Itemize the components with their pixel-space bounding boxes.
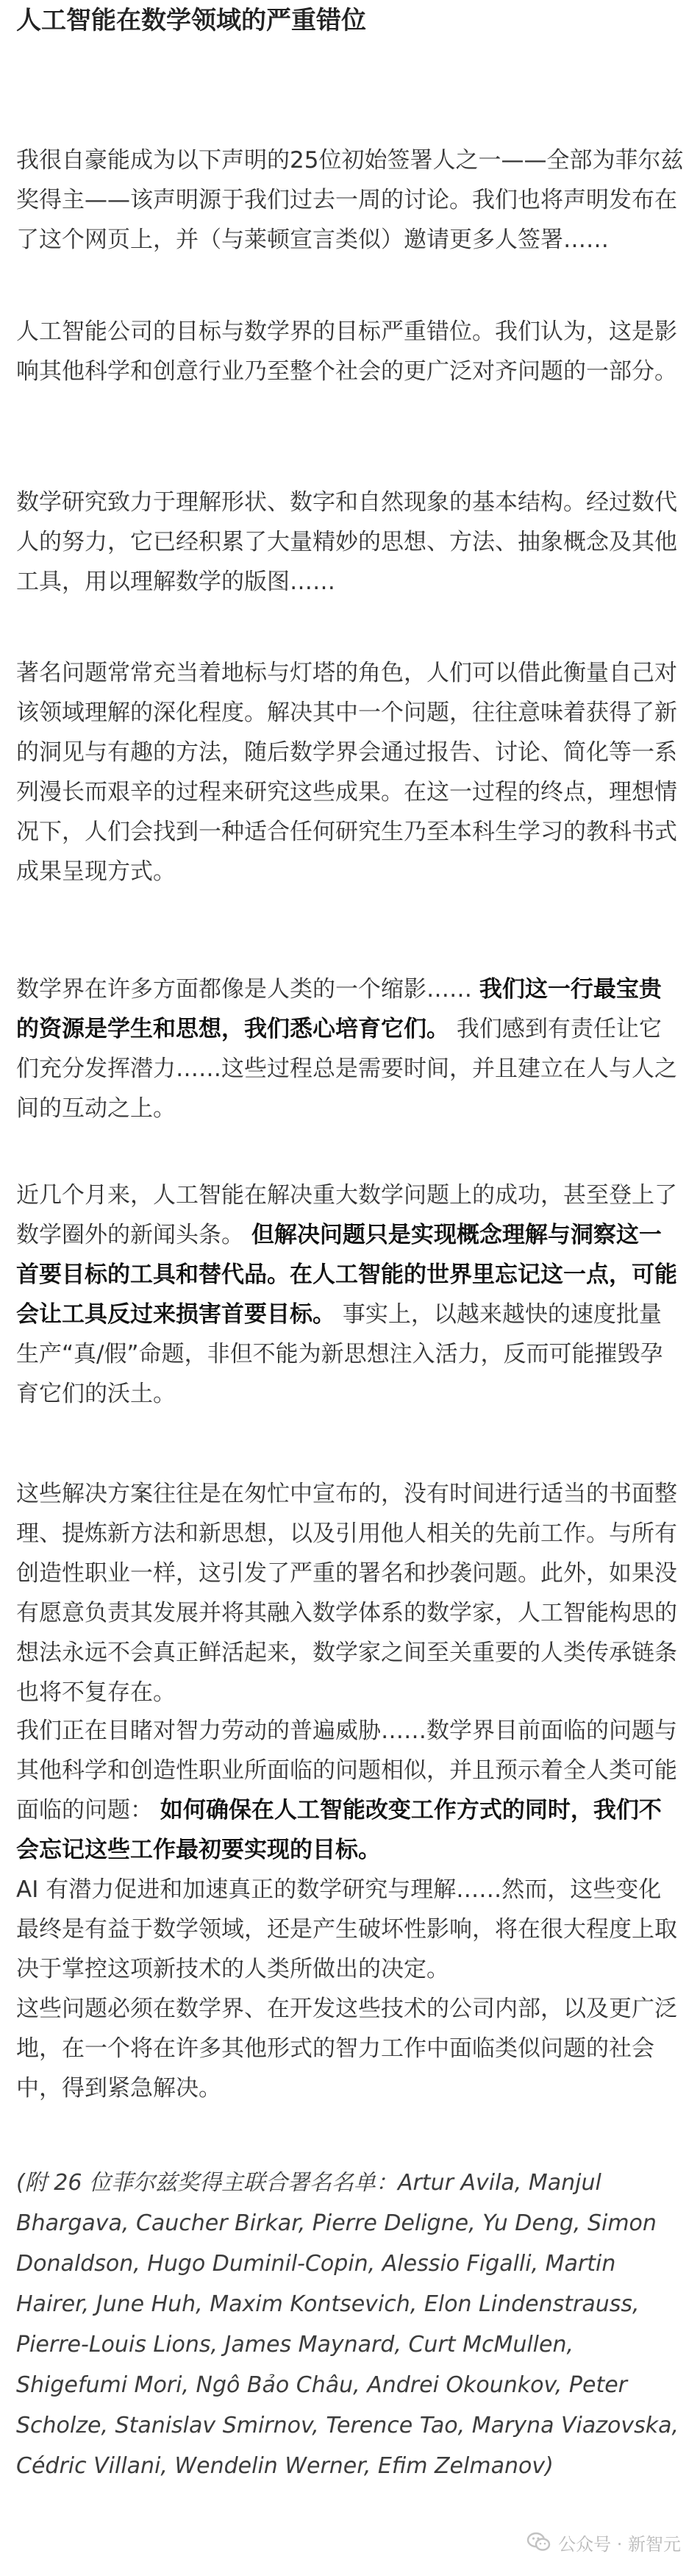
paragraph-intro: 我很自豪能成为以下声明的25位初始签署人之一——全部为菲尔兹奖得主——该声明源于我们过去一周的讨论。我们也将声明发布在了这个网页上，并（与莱顿宣言类似）邀请更多人签署…… <box>16 147 684 253</box>
paragraph-threat <box>16 1711 684 1870</box>
paragraph-microcosm-text-c: 我们感到有责任让它们充分发挥潜力……这些过程总是需要时间，并且建立在人与人之间的互动之上。 <box>16 1016 677 1122</box>
paragraph-microcosm-text-a: 数学界在许多方面都像是人类的一个缩影…… <box>16 976 479 1003</box>
paragraph-landmark-problems: 著名问题常常充当着地标与灯塔的角色，人们可以借此衡量自己对该领域理解的深化程度。解决其中一个问题，往往意味着获得了新的洞见与有趣的方法，随后数学界会通过报告、讨论、简化等一系列漫长而艰辛的过程来研究这些成果。在这一过程的终点，理想情况下，人们会找到一种适合任何研究生乃至本科生学习的教科书式成果呈现方式。 <box>16 660 677 885</box>
paragraph-attribution: 这些解决方案往往是在匆忙中宣布的，没有时间进行适当的书面整理、提炼新方法和新思想，以及引用他人相关的先前工作。与所有创造性职业一样，这引发了严重的署名和抄袭问题。此外，如果没有愿意负责其发展并将其融入数学体系的数学家，人工智能构思的想法永远不会真正鲜活起来，数学家之间至关重要的人类传承链条也将不复存在。 <box>16 1481 677 1706</box>
watermark <box>526 2529 681 2555</box>
paragraph-ai-success-text-c: 事实上，以越来越快的速度批量生产“真/假”命题，非但不能为新思想注入活力，反而可能摧毁孕育它们的沃土。 <box>16 1301 663 1407</box>
watermark-text: 公众号 · 新智元 <box>558 2533 681 2555</box>
paragraph-ai-success <box>16 1175 684 1414</box>
article-title: 人工智能在数学领域的严重错位 <box>16 6 366 35</box>
paragraph-urgent: 这些问题必须在数学界、在开发这些技术的公司内部，以及更广泛地，在一个将在许多其他形式的智力工作中面临类似问题的社会中，得到紧急解决。 <box>16 1996 677 2102</box>
paragraph-microcosm <box>16 969 684 1128</box>
wechat-icon <box>526 2529 552 2555</box>
paragraph-threat-text-a: 我们正在目睹对智力劳动的普遍威胁……数学界目前面临的问题与其他科学和创造性职业所面临的问题相似，并且预示着全人类可能面临的问题： <box>16 1718 677 1824</box>
paragraph-threat-bold: 如何确保在人工智能改变工作方式的同时，我们不会忘记这些工作最初要实现的目标。 <box>16 1797 662 1863</box>
paragraph-misalignment: 人工智能公司的目标与数学界的目标严重错位。我们认为，这是影响其他科学和创意行业乃至整个社会的更广泛对齐问题的一部分。 <box>16 319 677 385</box>
signers-list: (附 26 位菲尔兹奖得主联合署名名单：Artur Avila, Manjul Bhargava, Caucher Birkar, Pierre Deligne, Yu Deng, Simon Donaldson, Hugo Duminil-Copin, Alessio Figalli, Martin Hairer, June Huh, Maxim Kontsevich, Elon Lindenstrauss, Pierre-Louis Lions, James Maynard, Curt McMullen, Shigefumi Mori, Ngô Bảo Châu, Andrei Okounkov, Peter Scholze, Stanislav Smirnov, Terence Tao, Maryna Viazovska, Cédric Villani, Wendelin Werner, Efim Zelmanov) <box>16 2170 679 2479</box>
paragraph-math-research: 数学研究致力于理解形状、数字和自然现象的基本结构。经过数代人的努力，它已经积累了大量精妙的思想、方法、抽象概念及其他工具，用以理解数学的版图…… <box>16 489 677 595</box>
paragraph-ai-success-text-a: 近几个月来，人工智能在解决重大数学问题上的成功，甚至登上了数学圈外的新闻头条。 <box>16 1182 677 1248</box>
paragraph-microcosm-bold: 我们这一行最宝贵的资源是学生和思想，我们悉心培育它们。 <box>16 976 662 1042</box>
paragraph-ai-success-bold: 但解决问题只是实现概念理解与洞察这一首要目标的工具和替代品。在人工智能的世界里忘记这一点，可能会让工具反过来损害首要目标。 <box>16 1222 677 1328</box>
paragraph-ai-potential: AI 有潜力促进和加速真正的数学研究与理解……然而，这些变化最终是有益于数学领域，还是产生破坏性影响，将在很大程度上取决于掌控这项新技术的人类所做出的决定。 <box>16 1876 677 1982</box>
